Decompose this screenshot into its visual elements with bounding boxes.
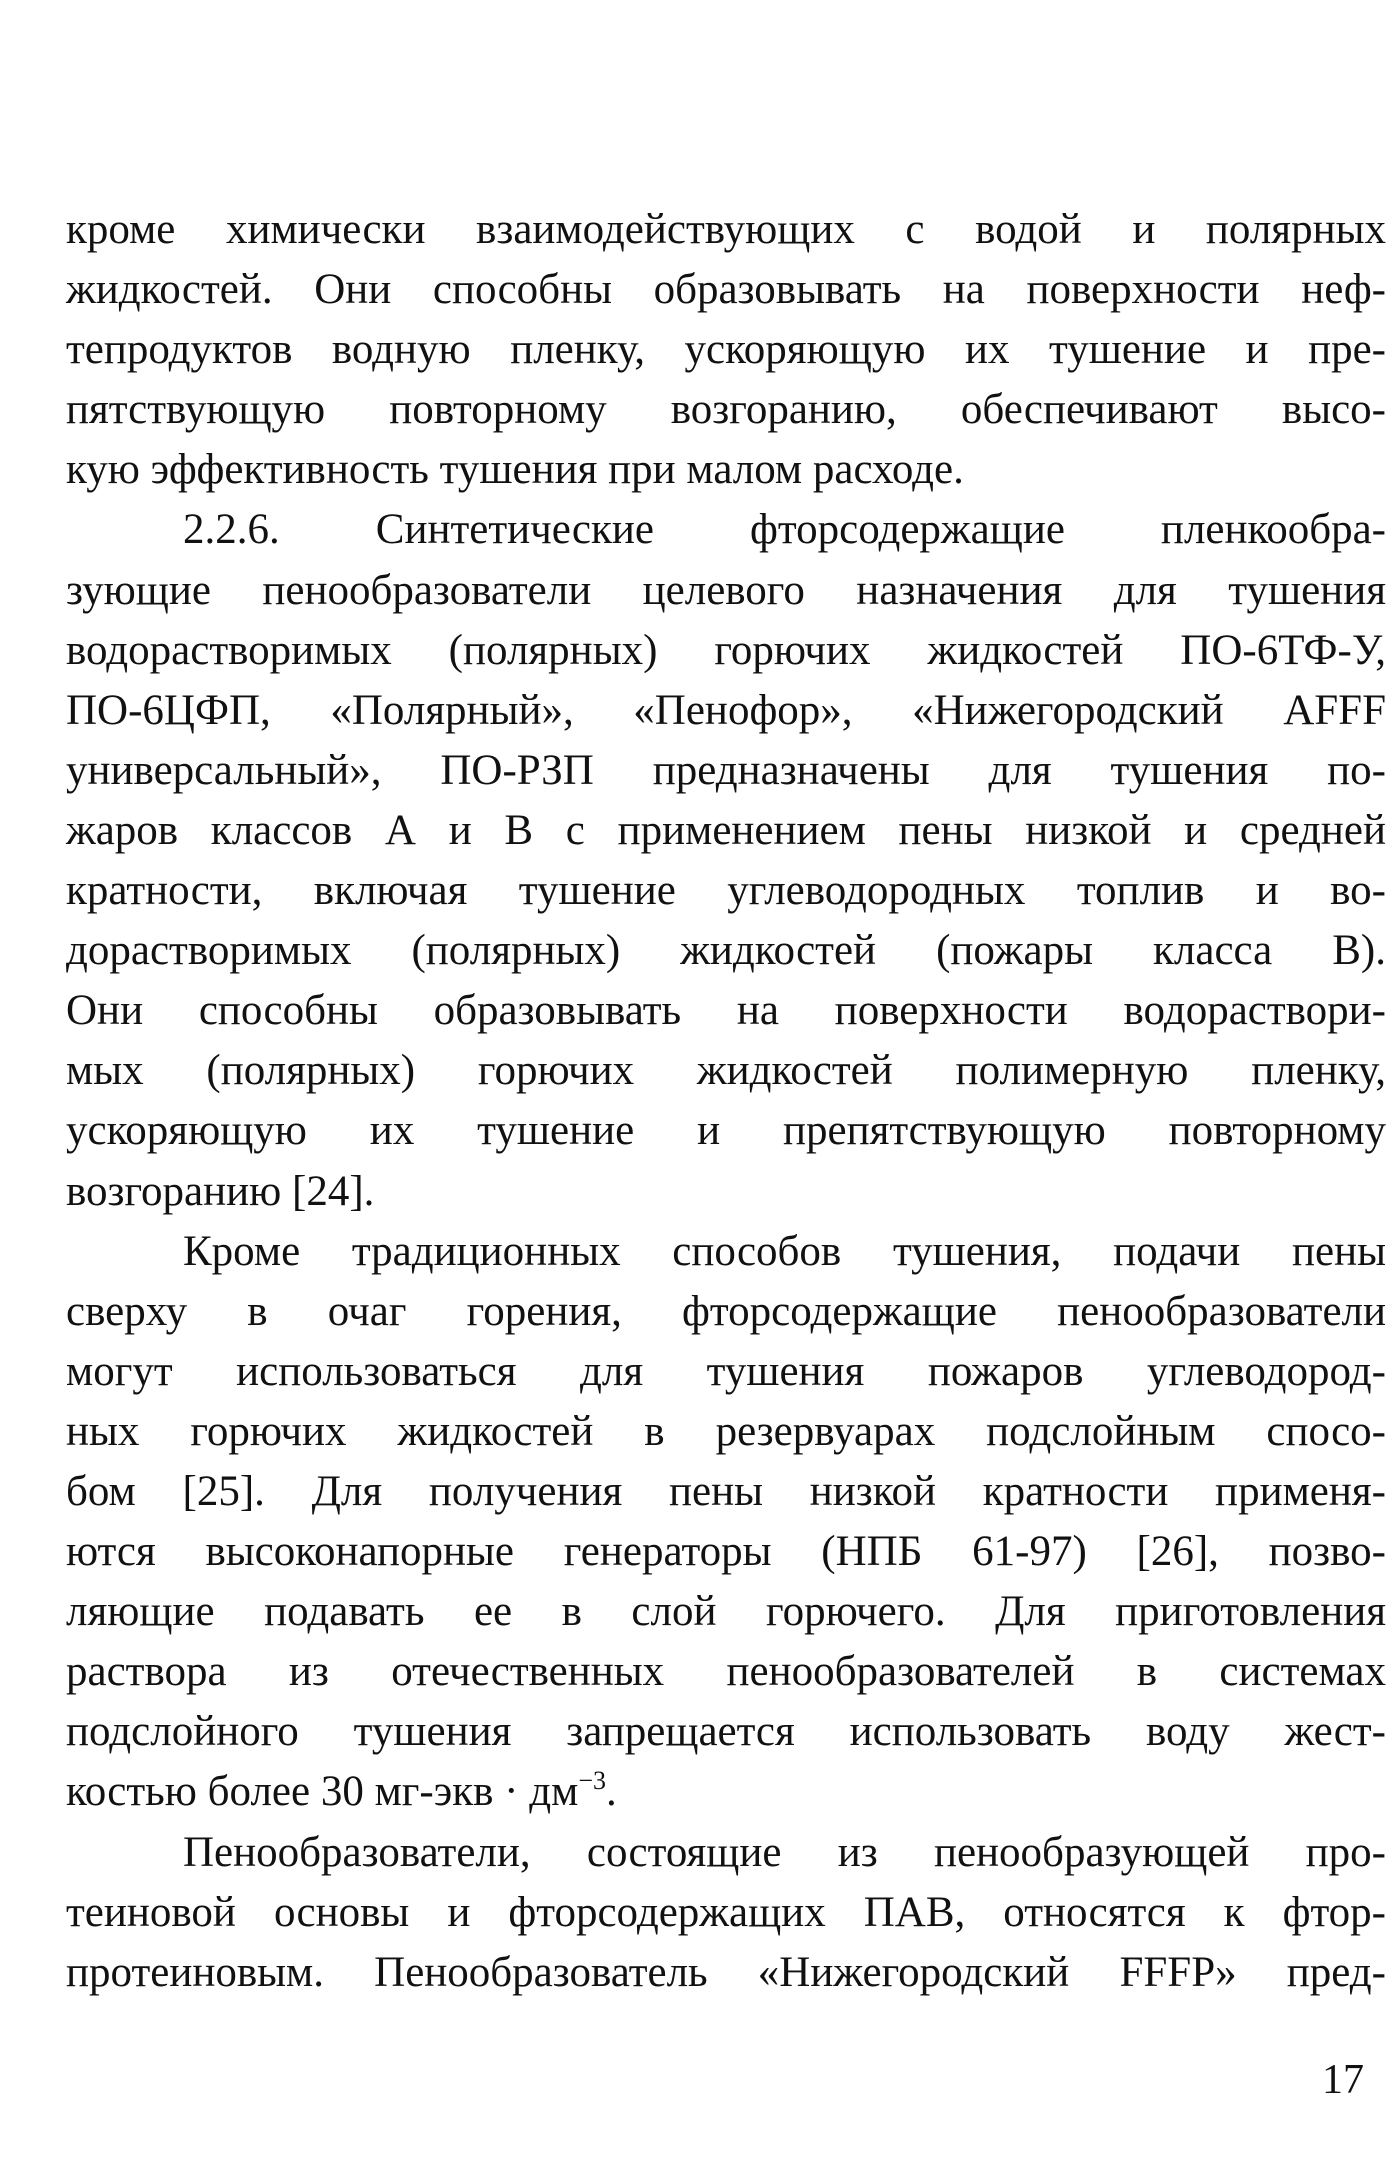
final-line-tail: . [605, 1768, 617, 1816]
text-line: возгоранию [24]. [66, 1167, 375, 1215]
text-line: универсальный», ПО-РЗП предназначены для тушения по- [66, 746, 1386, 794]
text-line: ПО-6ЦФП, «Полярный», «Пенофор», «Нижегородский AFFF [66, 686, 1386, 734]
text-line: ных горючих жидкостей в резервуарах подслойным спосо- [66, 1407, 1386, 1455]
text-line: кроме химически взаимодействующих с водой и полярных [66, 206, 1386, 253]
superscript-exponent: −3 [578, 1766, 606, 1796]
page-number: 17 [1322, 2057, 1364, 2103]
text-line: протеиновым. Пенообразователь «Нижегородский FFFP» пред- [66, 1948, 1386, 1996]
text-line: жидкостей. Они способны образовывать на поверхности неф- [66, 266, 1386, 314]
paragraph-3 [66, 1222, 1386, 1823]
text-line: зующие пенообразователи целевого назначения для тушения [66, 566, 1386, 614]
final-line-text: костью более 30 мг-экв · дм [66, 1768, 579, 1816]
text-line: мых (полярных) горючих жидкостей полимерную пленку, [66, 1047, 1386, 1095]
text-line: бом [25]. Для получения пены низкой кратности применя- [66, 1467, 1386, 1515]
text-line: сверху в очаг горения, фторсодержащие пенообразователи [66, 1287, 1386, 1335]
text-line: 2.2.6. Синтетические фторсодержащие пленкообра- [183, 506, 1386, 554]
text-line: подслойного тушения запрещается использовать воду жест- [66, 1708, 1386, 1756]
text-line: ускоряющую их тушение и препятствующую повторному [66, 1107, 1386, 1155]
text-line: дорастворимых (полярных) жидкостей (пожары класса В). [66, 927, 1386, 975]
paragraph-1 [66, 200, 1386, 500]
paragraph-2 [66, 500, 1386, 1221]
text-line: ляющие подавать ее в слой горючего. Для приготовления [66, 1588, 1386, 1636]
text-line: раствора из отечественных пенообразователей в системах [66, 1648, 1386, 1696]
text-line: кую эффективность тушения при малом расходе. [66, 446, 964, 494]
text-line: могут использоваться для тушения пожаров углеводород- [66, 1347, 1386, 1395]
text-line: Пенообразователи, состоящие из пенообразующей про- [183, 1828, 1386, 1876]
text-line: теиновой основы и фторсодержащих ПАВ, относятся к фтор- [66, 1888, 1386, 1936]
paragraph-4 [66, 1823, 1386, 2003]
text-line: Кроме традиционных способов тушения, подачи пены [183, 1227, 1386, 1275]
text-line: кратности, включая тушение углеводородных топлив и во- [66, 867, 1386, 915]
page-text [66, 200, 1386, 2003]
text-line: водорастворимых (полярных) горючих жидкостей ПО-6ТФ-У, [66, 626, 1386, 674]
text-line: ются высоконапорные генераторы (НПБ 61-97) [26], позво- [66, 1528, 1386, 1576]
text-line-with-superscript [66, 1762, 1386, 1822]
text-line: тепродуктов водную пленку, ускоряющую их тушение и пре- [66, 326, 1386, 374]
text-line: жаров классов А и В с применением пены низкой и средней [66, 806, 1386, 854]
text-line: пятствующую повторному возгоранию, обеспечивают высо- [66, 386, 1386, 434]
text-line: Они способны образовывать на поверхности водораствори- [66, 987, 1386, 1035]
